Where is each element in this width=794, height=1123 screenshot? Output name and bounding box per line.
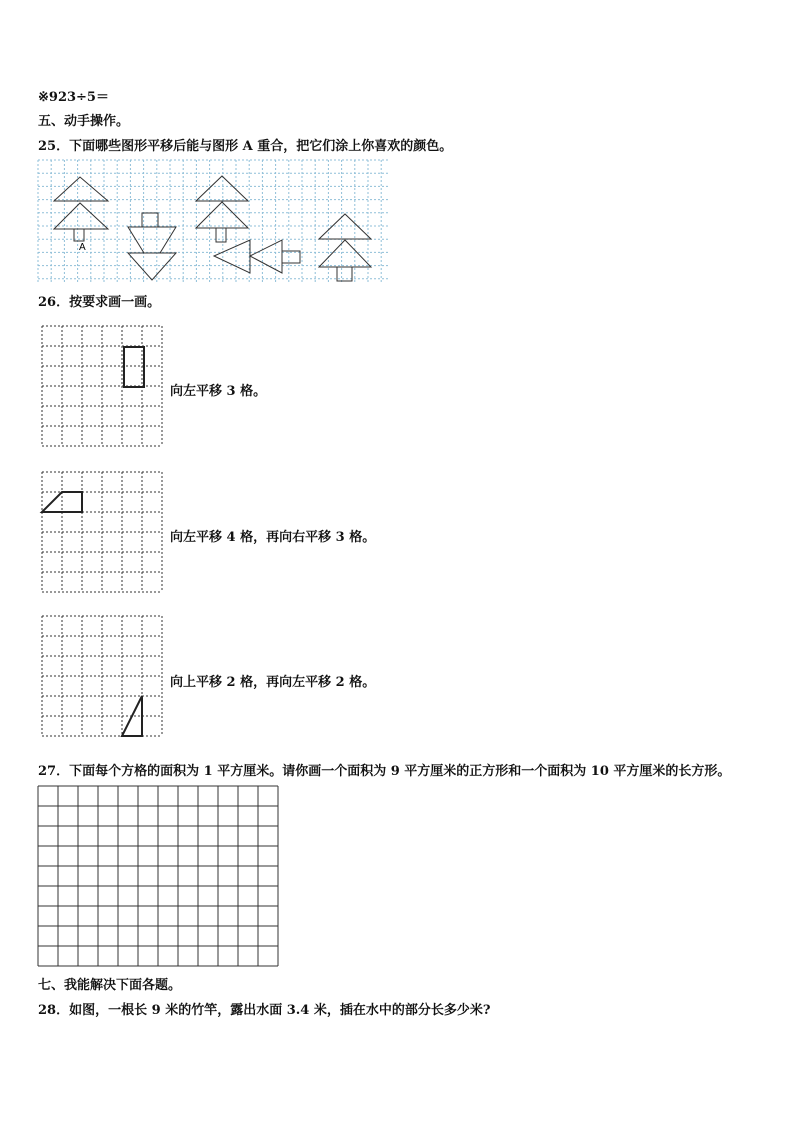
rectangle-shape bbox=[124, 347, 144, 387]
section-five-heading: 五、动手操作。 bbox=[38, 114, 130, 129]
question-26: 26．按要求画一画。 bbox=[38, 295, 161, 310]
q26-grid-1 bbox=[42, 326, 164, 448]
dotted-grid bbox=[42, 472, 162, 592]
q25-grid bbox=[38, 160, 388, 282]
q26-instruction-3: 向上平移 2 格，再向左平移 2 格。 bbox=[170, 675, 376, 690]
figure-a-label: A bbox=[79, 242, 86, 253]
solid-grid bbox=[38, 786, 278, 966]
tree-left-shape bbox=[214, 240, 300, 273]
tree-copy-lower-shape bbox=[319, 214, 371, 281]
tree-upside-down-shape bbox=[128, 213, 176, 280]
question-28: 28．如图，一根长 9 米的竹竿，露出水面 3.4 米，插在水中的部分长多少米? bbox=[38, 1003, 491, 1018]
question-25: 25．下面哪些图形平移后能与图形 A 重合，把它们涂上你喜欢的颜色。 bbox=[38, 139, 453, 154]
q27-square-grid bbox=[38, 786, 280, 968]
q26-grid-2 bbox=[42, 472, 164, 594]
equation-line: ※923÷5＝ bbox=[38, 90, 109, 105]
dotted-grid bbox=[42, 616, 162, 736]
q26-grid-3 bbox=[42, 616, 164, 738]
tree-copy-shape bbox=[196, 176, 248, 242]
q25-translation-figure bbox=[38, 160, 390, 284]
q26-instruction-1: 向左平移 3 格。 bbox=[170, 384, 267, 399]
section-seven-heading: 七、我能解决下面各题。 bbox=[38, 978, 182, 993]
q26-instruction-2: 向左平移 4 格，再向右平移 3 格。 bbox=[170, 530, 376, 545]
question-27: 27．下面每个方格的面积为 1 平方厘米。请你画一个面积为 9 平方厘米的正方形和一个面积为 10 平方厘米的长方形。 bbox=[38, 764, 731, 779]
